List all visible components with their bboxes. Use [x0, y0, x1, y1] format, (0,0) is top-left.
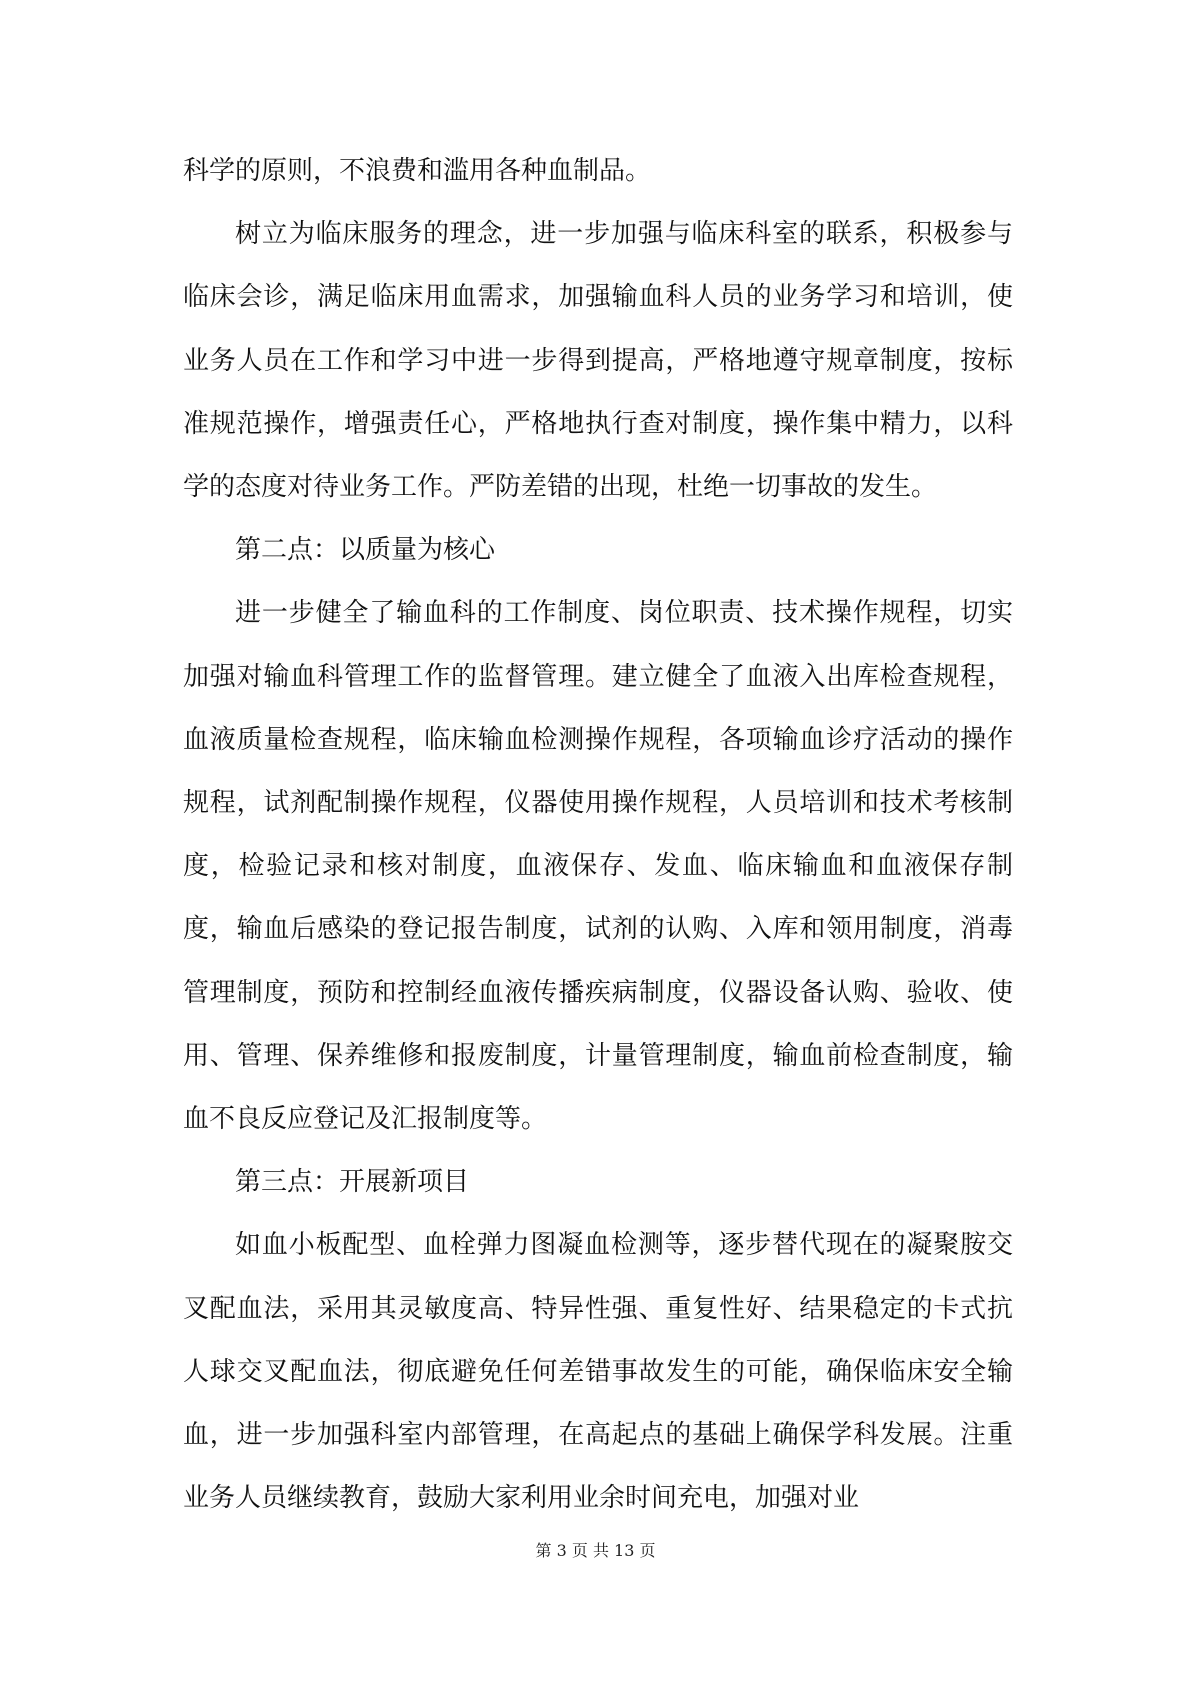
page-footer	[0, 1541, 1191, 1561]
page-number-label: 第 3 页 共 13 页	[535, 1541, 656, 1560]
paragraph-new-projects: 如血小板配型、血栓弹力图凝血检测等，逐步替代现在的凝聚胺交叉配血法，采用其灵敏度高、特异性强、重复性好、结果稳定的卡式抗人球交叉配血法，彻底避免任何差错事故发生的可能，确保临床安全输血，进一步加强科室内部管理，在高起点的基础上确保学科发展。注重业务人员继续教育，鼓励大家利用业余时间充电，加强对业	[183, 1230, 1013, 1514]
section-heading-new-projects: 第三点：开展新项目	[235, 1167, 470, 1198]
paragraph-quality-rules: 进一步健全了输血科的工作制度、岗位职责、技术操作规程，切实加强对输血科管理工作的监督管理。建立健全了血液入出库检查规程，血液质量检查规程，临床输血检测操作规程，各项输血诊疗活动的操作规程，试剂配制操作规程，仪器使用操作规程，人员培训和技术考核制度，检验记录和核对制度，血液保存、发血、临床输血和血液保存制度，输血后感染的登记报告制度，试剂的认购、入库和领用制度，消毒管理制度，预防和控制经血液传播疾病制度，仪器设备认购、验收、使用、管理、保养维修和报废制度，计量管理制度，输血前检查制度，输血不良反应登记及汇报制度等。	[183, 598, 1013, 1135]
paragraph-continuation: 科学的原则，不浪费和滥用各种血制品。	[183, 156, 652, 186]
document-body	[183, 140, 1013, 1530]
section-heading-quality: 第二点：以质量为核心	[235, 535, 496, 566]
paragraph-service-philosophy: 树立为临床服务的理念，进一步加强与临床科室的联系，积极参与临床会诊，满足临床用血需求，加强输血科人员的业务学习和培训，使业务人员在工作和学习中进一步得到提高，严格地遵守规章制度，按标准规范操作，增强责任心，严格地执行查对制度，操作集中精力，以科学的态度对待业务工作。严防差错的出现，杜绝一切事故的发生。	[183, 219, 1013, 503]
